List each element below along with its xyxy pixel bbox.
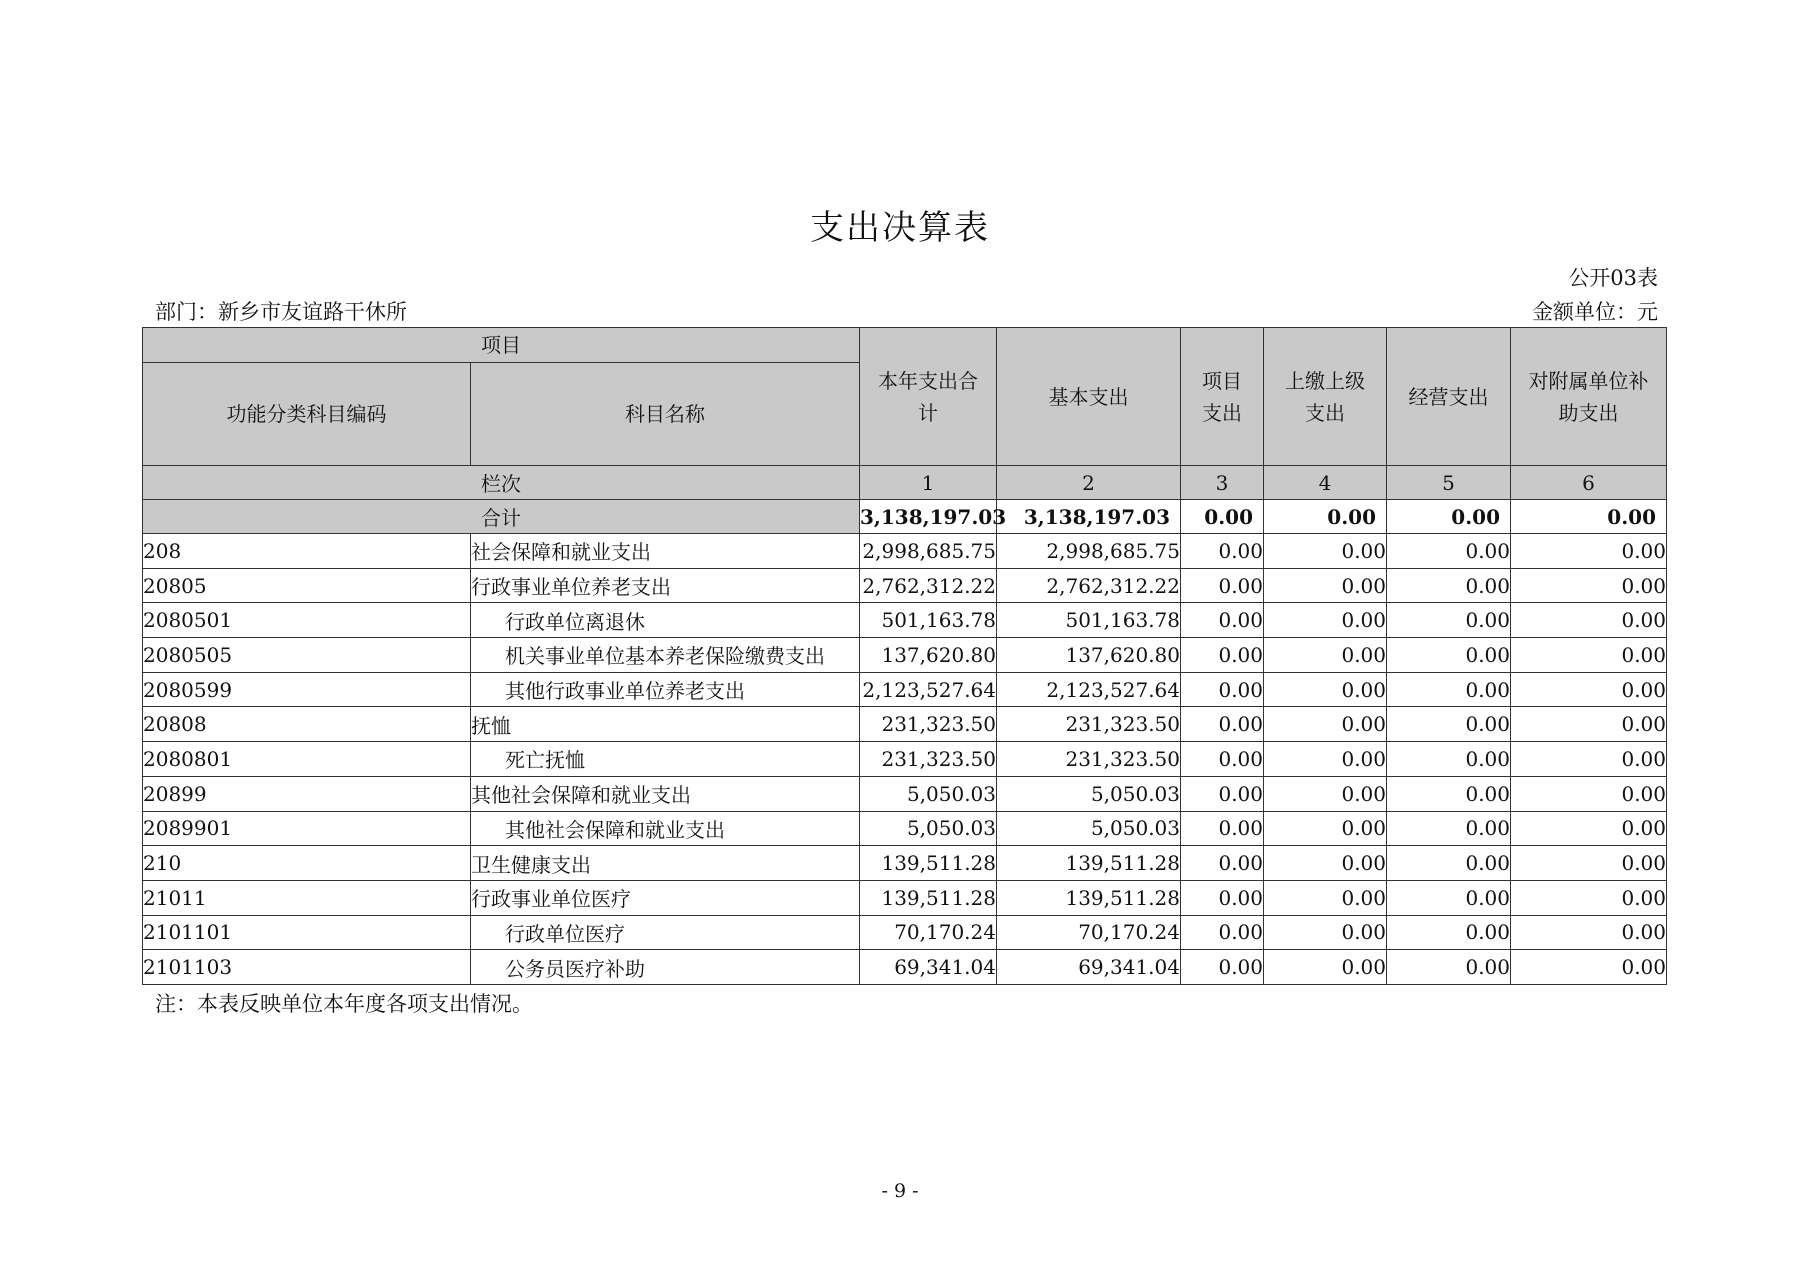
row-value: 0.00 <box>1181 776 1264 811</box>
row-value: 2,762,312.22 <box>997 568 1181 603</box>
row-value: 0.00 <box>1511 811 1667 846</box>
department-label: 部门：新乡市友谊路干休所 <box>155 300 407 324</box>
row-name: 机关事业单位基本养老保险缴费支出 <box>471 638 860 673</box>
row-name: 卫生健康支出 <box>471 846 860 881</box>
row-code: 21011 <box>143 880 471 915</box>
row-value: 139,511.28 <box>860 846 997 881</box>
total-value: 0.00 <box>1264 500 1387 534</box>
table-row <box>143 672 1667 707</box>
row-value: 0.00 <box>1264 672 1387 707</box>
row-value: 231,323.50 <box>860 707 997 742</box>
row-code: 2101101 <box>143 915 471 950</box>
row-code: 2101103 <box>143 950 471 985</box>
row-value: 0.00 <box>1264 915 1387 950</box>
row-value: 0.00 <box>1387 672 1511 707</box>
row-name: 行政事业单位医疗 <box>471 880 860 915</box>
row-value: 0.00 <box>1387 880 1511 915</box>
row-value: 0.00 <box>1264 707 1387 742</box>
row-name: 行政事业单位养老支出 <box>471 568 860 603</box>
row-value: 0.00 <box>1387 915 1511 950</box>
total-value: 3,138,197.03 <box>997 500 1181 534</box>
row-value: 0.00 <box>1181 707 1264 742</box>
row-code: 210 <box>143 846 471 881</box>
table-row <box>143 950 1667 985</box>
header-code: 功能分类科目编码 <box>143 363 471 466</box>
row-value: 0.00 <box>1264 568 1387 603</box>
row-name: 死亡抚恤 <box>471 742 860 777</box>
column-index-label: 栏次 <box>143 466 860 500</box>
row-value: 0.00 <box>1511 638 1667 673</box>
row-value: 5,050.03 <box>860 811 997 846</box>
row-value: 139,511.28 <box>997 880 1181 915</box>
total-value: 3,138,197.03 <box>860 500 997 534</box>
row-value: 137,620.80 <box>860 638 997 673</box>
row-value: 0.00 <box>1387 742 1511 777</box>
row-value: 0.00 <box>1181 950 1264 985</box>
table-row <box>143 880 1667 915</box>
row-value: 0.00 <box>1264 638 1387 673</box>
table-note: 注：本表反映单位本年度各项支出情况。 <box>155 992 533 1016</box>
row-value: 0.00 <box>1264 603 1387 638</box>
column-index: 4 <box>1264 466 1387 500</box>
header-col-business-expenditure: 经营支出 <box>1387 328 1511 466</box>
table-row <box>143 811 1667 846</box>
row-value: 0.00 <box>1264 776 1387 811</box>
row-value: 5,050.03 <box>997 811 1181 846</box>
table-row <box>143 742 1667 777</box>
total-value: 0.00 <box>1181 500 1264 534</box>
header-col-project-expenditure: 项目支出 <box>1181 328 1264 466</box>
total-row <box>143 500 1667 534</box>
row-value: 0.00 <box>1387 846 1511 881</box>
row-value: 0.00 <box>1511 568 1667 603</box>
row-value: 70,170.24 <box>997 915 1181 950</box>
row-value: 137,620.80 <box>997 638 1181 673</box>
row-value: 0.00 <box>1387 811 1511 846</box>
row-value: 0.00 <box>1181 603 1264 638</box>
row-value: 0.00 <box>1511 915 1667 950</box>
row-name: 行政单位离退休 <box>471 603 860 638</box>
row-value: 139,511.28 <box>860 880 997 915</box>
column-index: 5 <box>1387 466 1511 500</box>
row-value: 0.00 <box>1387 534 1511 569</box>
total-value: 0.00 <box>1511 500 1667 534</box>
row-value: 69,341.04 <box>860 950 997 985</box>
row-value: 0.00 <box>1264 880 1387 915</box>
row-name: 公务员医疗补助 <box>471 950 860 985</box>
table-row <box>143 534 1667 569</box>
table-row <box>143 568 1667 603</box>
row-value: 0.00 <box>1387 776 1511 811</box>
header-col-basic-expenditure: 基本支出 <box>997 328 1181 466</box>
row-value: 69,341.04 <box>997 950 1181 985</box>
row-name: 其他行政事业单位养老支出 <box>471 672 860 707</box>
row-value: 0.00 <box>1387 568 1511 603</box>
row-value: 0.00 <box>1181 811 1264 846</box>
expenditure-table <box>142 327 1667 985</box>
row-value: 0.00 <box>1511 846 1667 881</box>
row-value: 0.00 <box>1181 742 1264 777</box>
row-value: 0.00 <box>1181 846 1264 881</box>
table-row <box>143 603 1667 638</box>
row-code: 2080599 <box>143 672 471 707</box>
row-value: 0.00 <box>1387 638 1511 673</box>
row-code: 20899 <box>143 776 471 811</box>
table-row <box>143 638 1667 673</box>
column-index: 3 <box>1181 466 1264 500</box>
table-row <box>143 707 1667 742</box>
header-name: 科目名称 <box>471 363 860 466</box>
row-value: 0.00 <box>1264 950 1387 985</box>
row-value: 0.00 <box>1264 811 1387 846</box>
row-value: 0.00 <box>1264 742 1387 777</box>
table-row <box>143 915 1667 950</box>
header-col-remit-superior: 上缴上级支出 <box>1264 328 1387 466</box>
header-col-total-expenditure: 本年支出合计 <box>860 328 997 466</box>
row-value: 501,163.78 <box>997 603 1181 638</box>
row-code: 208 <box>143 534 471 569</box>
row-value: 0.00 <box>1511 603 1667 638</box>
row-value: 0.00 <box>1511 742 1667 777</box>
row-name: 社会保障和就业支出 <box>471 534 860 569</box>
row-value: 0.00 <box>1511 534 1667 569</box>
row-value: 0.00 <box>1181 568 1264 603</box>
header-item: 项目 <box>143 328 860 363</box>
amount-unit-label: 金额单位：元 <box>1532 300 1658 324</box>
row-value: 70,170.24 <box>860 915 997 950</box>
column-index: 6 <box>1511 466 1667 500</box>
table-row <box>143 846 1667 881</box>
row-value: 2,998,685.75 <box>860 534 997 569</box>
row-name: 行政单位医疗 <box>471 915 860 950</box>
row-code: 2080501 <box>143 603 471 638</box>
table-row <box>143 776 1667 811</box>
total-label: 合计 <box>143 500 860 534</box>
column-index: 1 <box>860 466 997 500</box>
row-name: 其他社会保障和就业支出 <box>471 776 860 811</box>
row-value: 501,163.78 <box>860 603 997 638</box>
row-value: 5,050.03 <box>860 776 997 811</box>
row-value: 0.00 <box>1511 672 1667 707</box>
row-code: 20808 <box>143 707 471 742</box>
row-value: 2,998,685.75 <box>997 534 1181 569</box>
row-value: 2,123,527.64 <box>860 672 997 707</box>
row-value: 0.00 <box>1181 534 1264 569</box>
row-name: 抚恤 <box>471 707 860 742</box>
row-value: 5,050.03 <box>997 776 1181 811</box>
row-code: 2089901 <box>143 811 471 846</box>
row-value: 0.00 <box>1387 603 1511 638</box>
row-value: 0.00 <box>1181 915 1264 950</box>
row-value: 139,511.28 <box>997 846 1181 881</box>
row-value: 0.00 <box>1181 672 1264 707</box>
row-value: 0.00 <box>1181 638 1264 673</box>
column-index: 2 <box>997 466 1181 500</box>
row-value: 231,323.50 <box>860 742 997 777</box>
header-col-subsidiary-subsidy: 对附属单位补助支出 <box>1511 328 1667 466</box>
row-value: 0.00 <box>1387 950 1511 985</box>
row-value: 2,762,312.22 <box>860 568 997 603</box>
row-code: 2080801 <box>143 742 471 777</box>
row-value: 0.00 <box>1181 880 1264 915</box>
row-value: 0.00 <box>1511 776 1667 811</box>
row-value: 2,123,527.64 <box>997 672 1181 707</box>
page-title: 支出决算表 <box>810 208 990 248</box>
row-value: 0.00 <box>1387 707 1511 742</box>
row-name: 其他社会保障和就业支出 <box>471 811 860 846</box>
row-code: 2080505 <box>143 638 471 673</box>
total-value: 0.00 <box>1387 500 1511 534</box>
row-value: 231,323.50 <box>997 707 1181 742</box>
page-number: - 9 - <box>881 1180 919 1202</box>
row-value: 0.00 <box>1264 846 1387 881</box>
row-code: 20805 <box>143 568 471 603</box>
form-number: 公开03表 <box>1568 266 1658 290</box>
row-value: 231,323.50 <box>997 742 1181 777</box>
row-value: 0.00 <box>1511 950 1667 985</box>
row-value: 0.00 <box>1511 707 1667 742</box>
row-value: 0.00 <box>1511 880 1667 915</box>
row-value: 0.00 <box>1264 534 1387 569</box>
